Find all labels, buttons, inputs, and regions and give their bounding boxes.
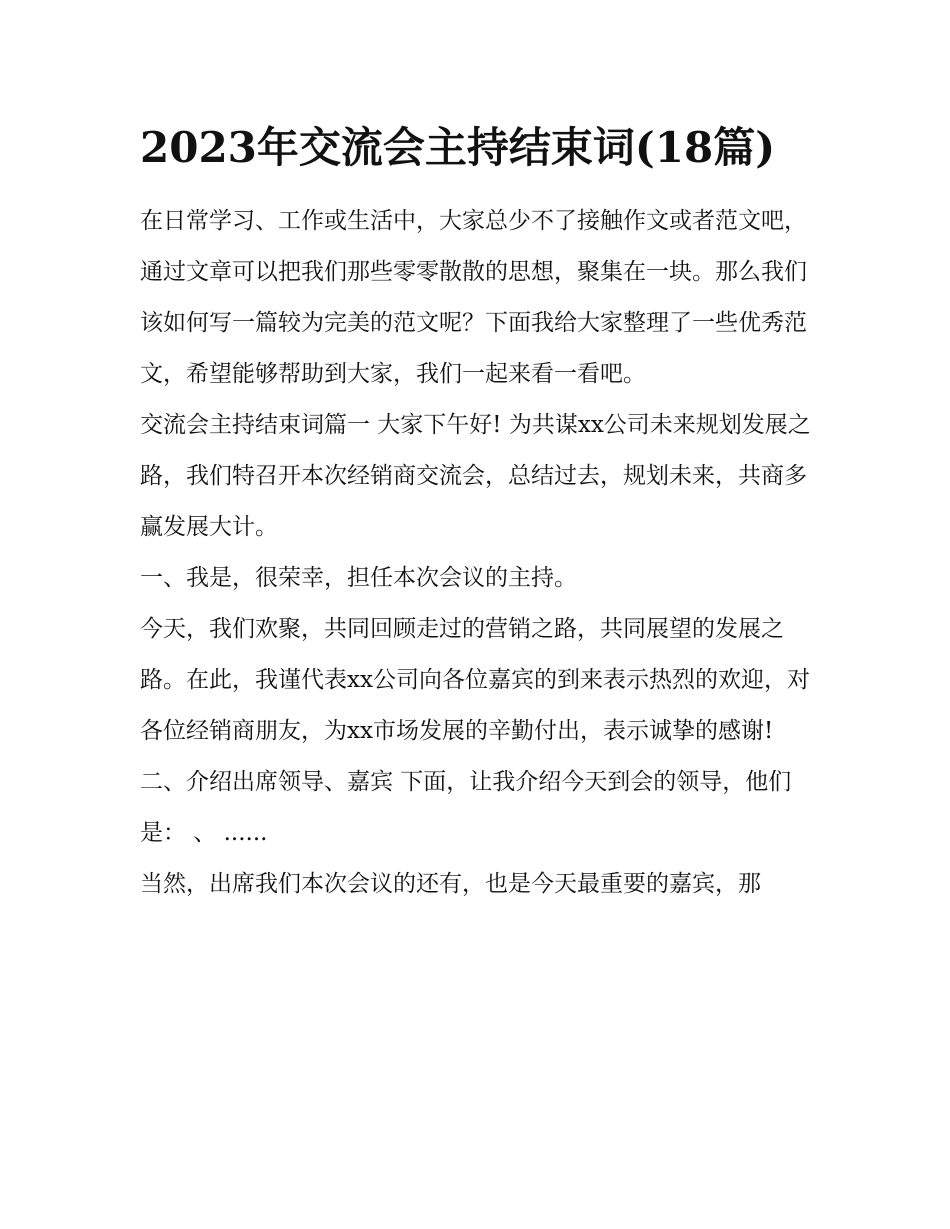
paragraph-host-intro: 一、我是，很荣幸，担任本次会议的主持。 bbox=[140, 565, 577, 591]
paragraph-important-guests: 当然，出席我们本次会议的还有，也是今天最重要的嘉宾，那 bbox=[140, 871, 761, 897]
paragraph-intro: 在日常学习、工作或生活中，大家总少不了接触作文或者范文吧，通过文章可以把我们那些零零散散的思想，聚集在一块。那么我们该如何写一篇较为完美的范文呢？下面我给大家整理了一些优秀范文，希望能够帮助到大家，我们一起来看一看吧。 bbox=[140, 208, 807, 387]
document-page bbox=[140, 112, 820, 910]
document-body bbox=[140, 196, 820, 910]
paragraph-welcome: 今天，我们欢聚，共同回顾走过的营销之路，共同展望的发展之路。在此，我谨代表xx公司向各位嘉宾的到来表示热烈的欢迎，对各位经销商朋友，为xx市场发展的辛勤付出，表示诚挚的感谢! bbox=[140, 616, 810, 744]
paragraph-guest-intro: 二、介绍出席领导、嘉宾 下面，让我介绍今天到会的领导，他们是： 、 ...... bbox=[140, 769, 792, 846]
paragraph-speech-opening: 交流会主持结束词篇一 大家下午好! 为共谋xx公司未来规划发展之路，我们特召开本次经销商交流会，总结过去，规划未来，共商多赢发展大计。 bbox=[140, 412, 811, 540]
document-title: 2023年交流会主持结束词(18篇) bbox=[140, 123, 776, 172]
